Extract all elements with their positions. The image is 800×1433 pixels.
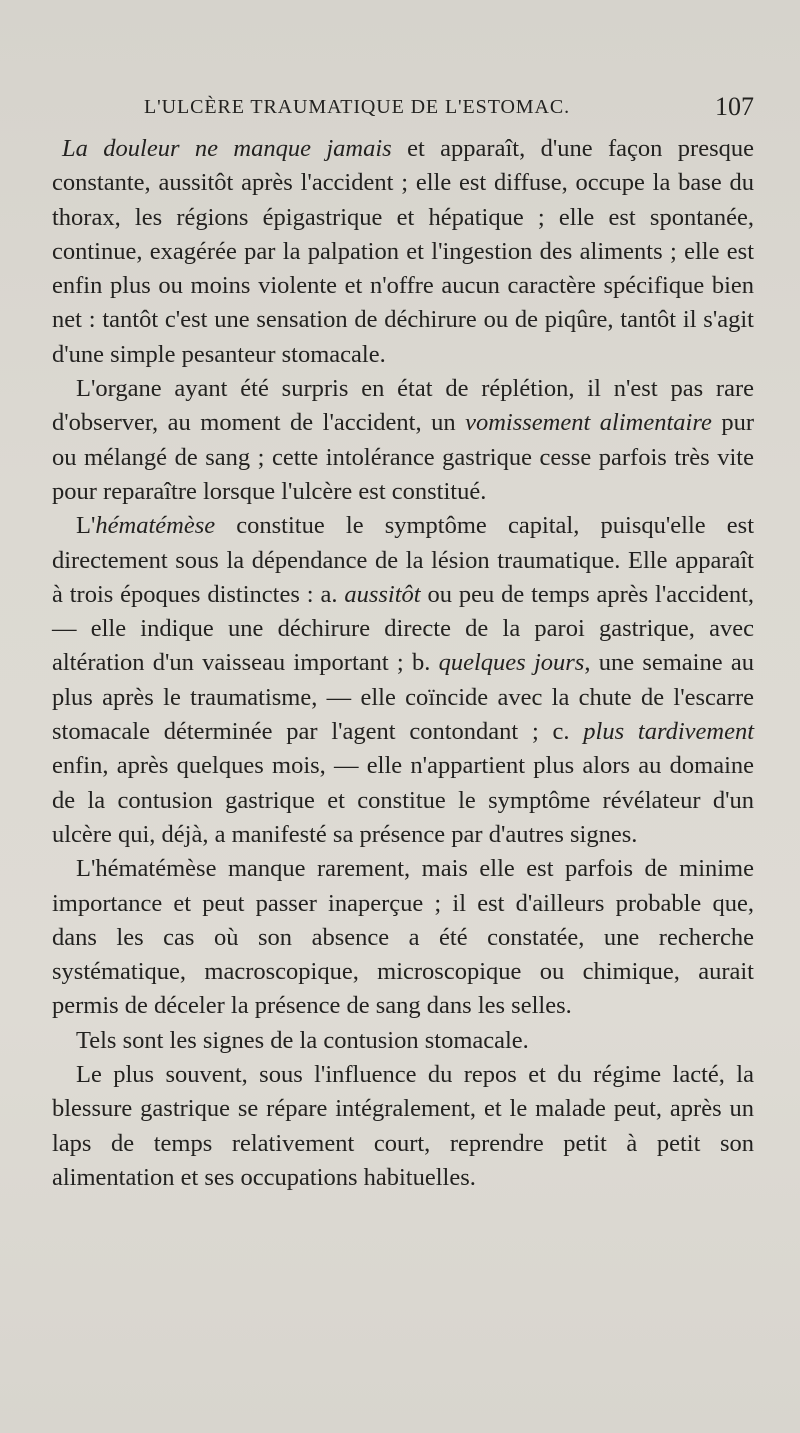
paragraph-hematemese bbox=[52, 509, 754, 852]
paragraph-text: pur ou mélangé de sang ; cette intolérance gastrique cesse parfois très vite pour reparaître lorsque l'ulcère est constitué. bbox=[52, 409, 754, 505]
paragraph-text: et apparaît, d'une façon presque constante, aussitôt après l'accident ; elle est diffuse, occupe la base du thorax, les régions épigastrique et hépatique ; elle est spontanée, continue, exagérée par la palpation et l'ingestion des aliments ; elle est enfin plus ou moins violente et n'offre aucun caractère spécifique bien net : tantôt c'est une sensation de déchirure ou de piqûre, tantôt il s'agit d'une simple pesanteur stomacale. bbox=[52, 135, 755, 368]
paragraph-text: constitue le symptôme capital, puisqu'elle est directement sous la dépendance de la lésion traumatique. Elle apparaît à trois époques distinctes : a. bbox=[52, 512, 754, 608]
paragraph-text: L' bbox=[76, 512, 96, 540]
running-head bbox=[50, 88, 754, 128]
paragraph-text: L'organe ayant été surpris en état de réplétion, il n'est pas rare d'observer, au moment de l'accident, un bbox=[52, 375, 754, 437]
paragraph-hematemese-rare: L'hématémèse manque rarement, mais elle est parfois de minime importance et peut passer inaperçue ; il est d'ailleurs probable que, dans les cas où son absence a été constatée, une recherche systématique, macroscopique, microscopique ou chimique, aurait permis de déceler la présence de sang dans les selles. bbox=[52, 855, 754, 1020]
running-title: L'ULCÈRE TRAUMATIQUE DE L'ESTOMAC. bbox=[144, 96, 570, 118]
paragraph-text: , une semaine au plus après le traumatisme, — elle coïncide avec la chute de l'escarre stomacale déterminée par l'agent contondant ; c. bbox=[52, 649, 754, 746]
italic-phrase: aussitôt bbox=[344, 580, 421, 608]
body-text bbox=[52, 132, 754, 1195]
italic-phrase: quelques jours bbox=[438, 649, 585, 677]
italic-phrase: hématémèse bbox=[95, 512, 216, 540]
paragraph-douleur bbox=[52, 132, 754, 372]
italic-phrase: vomissement alimentaire bbox=[465, 409, 712, 437]
paragraph-repos: Le plus souvent, sous l'influence du repos et du régime lacté, la blessure gastrique se répare intégralement, et le malade peut, après un laps de temps relativement court, reprendre petit à petit son alimentation et ses occupations habituelles. bbox=[52, 1061, 754, 1191]
page-number: 107 bbox=[715, 92, 754, 121]
paragraph-vomissement bbox=[52, 372, 754, 509]
paragraph-text: enfin, après quelques mois, — elle n'appartient plus alors au domaine de la contusion gastrique et constitue le symptôme révélateur d'un ulcère qui, déjà, a manifesté sa présence par d'autres signes. bbox=[52, 752, 754, 848]
paragraph-signes: Tels sont les signes de la contusion stomacale. bbox=[76, 1026, 529, 1054]
italic-phrase: La douleur ne manque jamais bbox=[62, 135, 392, 162]
italic-phrase: plus tardivement bbox=[583, 718, 755, 746]
paragraph-text: ou peu de temps après l'accident, — elle indique une déchirure directe de la paroi gastrique, avec altération d'un vaisseau important ; b. bbox=[52, 580, 754, 677]
